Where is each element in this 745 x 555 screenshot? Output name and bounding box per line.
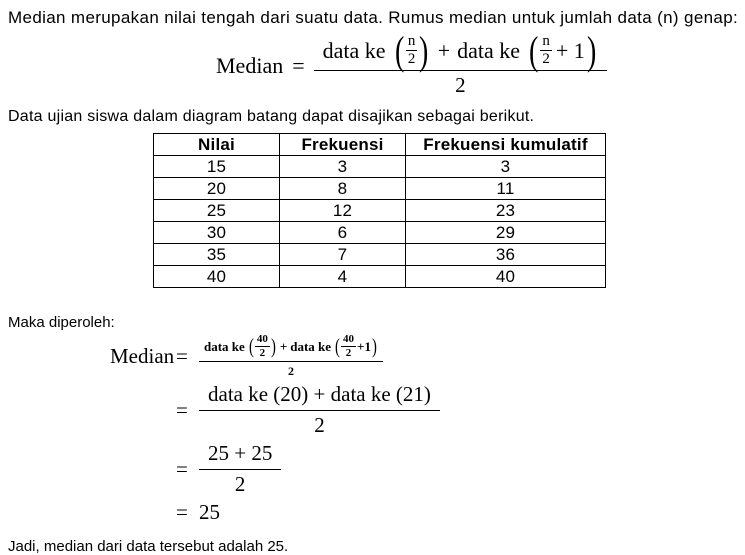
table-row (154, 178, 606, 200)
open-paren: ( (248, 334, 254, 359)
formula-fraction (314, 27, 607, 98)
small-denominator: 2 (259, 347, 266, 359)
table-cell: 36 (406, 244, 606, 266)
table-row (154, 244, 606, 266)
step2-fraction (199, 382, 440, 438)
table-cell: 11 (406, 178, 606, 200)
small-denominator: 2 (345, 347, 352, 359)
table-header-frekuensi: Frekuensi (280, 134, 406, 156)
table-row (154, 266, 606, 288)
forty-over-2-fraction (255, 334, 270, 359)
small-numerator: 40 (256, 333, 268, 345)
paren-fraction-40-over-2-plus-1 (334, 334, 378, 359)
paren-fraction-n-over-2-plus-1 (527, 27, 598, 73)
data-ke-text: data ke (457, 37, 521, 63)
small-numerator: n (542, 33, 550, 49)
close-paren: ) (270, 334, 276, 359)
small-numerator: 40 (343, 333, 355, 345)
open-paren: ( (529, 27, 539, 73)
table-row (154, 222, 606, 244)
derivation-block (110, 334, 739, 525)
plus-sign: + (437, 37, 451, 63)
median-label: Median (110, 344, 175, 368)
intro-text: Median merupakan nilai tengah dari suatu data. Rumus median untuk jumlah data (n) genap: (8, 8, 739, 27)
equals-sign: = (176, 456, 188, 481)
data-ke-text: data ke (290, 338, 332, 354)
small-numerator: n (407, 33, 416, 49)
derivation-line-3 (110, 441, 739, 497)
step2-numerator: data ke (20) + data ke (21) (199, 382, 440, 411)
small-denominator: 2 (407, 51, 416, 67)
n-over-2-fraction (406, 34, 418, 67)
formula-lhs: Median (216, 53, 284, 78)
close-paren: ) (419, 27, 429, 73)
equals-sign: = (292, 53, 305, 78)
table-cell: 6 (280, 222, 406, 244)
table-header-nilai: Nilai (154, 134, 280, 156)
table-cell: 3 (280, 156, 406, 178)
table-cell: 4 (280, 266, 406, 288)
step3-fraction (199, 441, 281, 497)
step1-numerator (199, 334, 383, 362)
formula-denominator: 2 (455, 73, 466, 97)
table-cell: 8 (280, 178, 406, 200)
open-paren: ( (394, 27, 404, 73)
table-cell: 35 (154, 244, 280, 266)
derivation-line-1 (110, 334, 739, 379)
table-cell: 40 (154, 266, 280, 288)
table-cell: 30 (154, 222, 280, 244)
n-over-2-fraction (540, 34, 552, 67)
table-header-row (154, 134, 606, 156)
equals-sign: = (176, 500, 188, 524)
data-ke-text: data ke (322, 37, 386, 63)
data-ke-text: data ke (204, 338, 245, 354)
table-cell: 40 (406, 266, 606, 288)
table-row (154, 200, 606, 222)
table-cell: 15 (154, 156, 280, 178)
maka-diperoleh-text: Maka diperoleh: (8, 314, 115, 331)
table-cell: 23 (406, 200, 606, 222)
step3-numerator: 25 + 25 (199, 441, 281, 470)
plus-sign: + (279, 338, 288, 354)
table-row (154, 156, 606, 178)
small-denominator: 2 (542, 51, 550, 67)
derivation-line-4 (110, 500, 739, 525)
forty-over-2-fraction (341, 334, 356, 359)
plus-one-text: + 1 (555, 37, 585, 63)
close-paren: ) (372, 334, 377, 359)
open-paren: ( (335, 334, 340, 359)
frequency-table (153, 133, 606, 288)
equals-sign: = (176, 397, 188, 422)
derivation-line-2 (110, 382, 739, 438)
table-cell: 12 (280, 200, 406, 222)
conclusion-text: Jadi, median dari data tersebut adalah 25. (8, 538, 289, 555)
paren-fraction-40-over-2 (248, 334, 277, 359)
table-header-frekuensi-kumulatif: Frekuensi kumulatif (406, 134, 606, 156)
plus-one-text: +1 (357, 338, 371, 354)
table-cell: 20 (154, 178, 280, 200)
data-description-text: Data ujian siswa dalam diagram batang dapat disajikan sebagai berikut. (8, 108, 535, 125)
formula-numerator (314, 27, 607, 73)
paren-fraction-n-over-2 (393, 27, 431, 73)
final-result-value: 25 (199, 500, 220, 524)
step1-fraction (199, 334, 383, 379)
table-cell: 25 (154, 200, 280, 222)
step1-denominator: 2 (287, 364, 294, 378)
close-paren: ) (586, 27, 597, 73)
equals-sign: = (176, 344, 188, 368)
step2-denominator: 2 (314, 413, 325, 437)
table-cell: 3 (406, 156, 606, 178)
step3-denominator: 2 (234, 472, 246, 496)
table-cell: 7 (280, 244, 406, 266)
median-formula-general (216, 27, 739, 98)
table-cell: 29 (406, 222, 606, 244)
